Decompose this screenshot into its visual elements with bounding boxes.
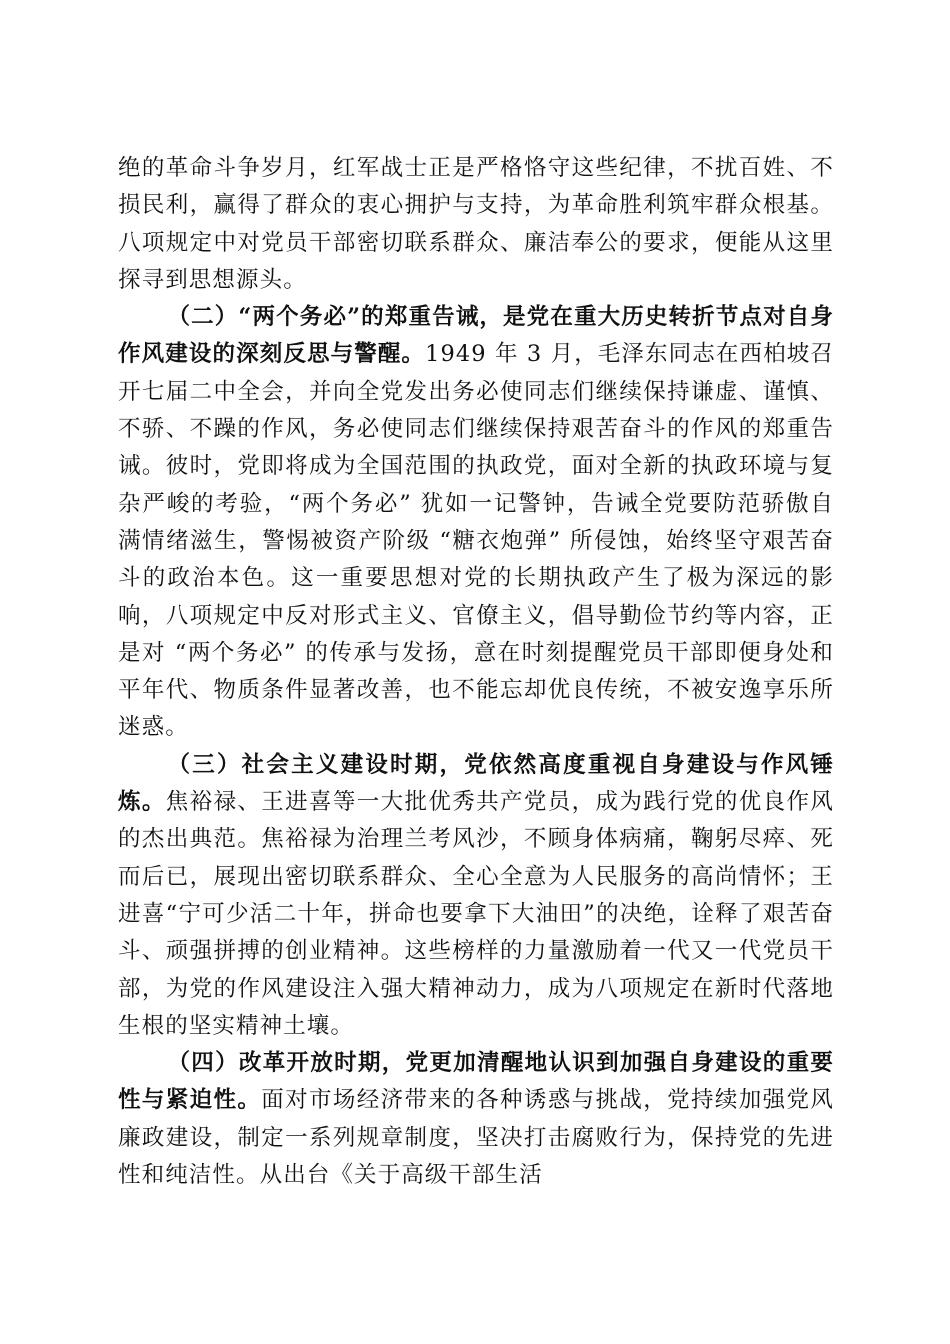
- paragraph-4-heading: （四）改革开放时期，党更加清醒地认识到加强自身建设的重要性与紧迫性。: [118, 1050, 834, 1114]
- paragraph-2: [118, 299, 834, 747]
- paragraph-3: [118, 747, 834, 1045]
- paragraph-4-body: 面对市场经济带来的各种诱惑与挑战，党持续加强党风廉政建设，制定一系列规章制度，坚决打击腐败行为，保持党的先进性和纯洁性。从出台《关于高级干部生活: [118, 1087, 834, 1189]
- paragraph-2-heading: （二）“两个务必”的郑重告诫，是党在重大历史转折节点对自身作风建设的深刻反思与警醒。: [118, 304, 834, 368]
- paragraph-1: [118, 150, 834, 299]
- paragraph-3-heading: （三）社会主义建设时期，党依然高度重视自身建设与作风锤炼。: [118, 751, 834, 816]
- paragraph-2-body: 1949 年 3 月，毛泽东同志在西柏坡召开七届二中全会，并向全党发出务必使同志们继续保持谦虚、谨慎、不骄、不躁的作风，务必使同志们继续保持艰苦奋斗的作风的郑重告诫。彼时，党即将成为全国范围的执政党，面对全新的执政环境与复杂严峻的考验，“两个务必” 犹如一记警钟，告诫全党要防范骄傲自满情绪滋生，警惕被资产阶级 “糖衣炮弹” 所侵蚀，始终坚守艰苦奋斗的政治本色。这一重要思想对党的长期执政产生了极为深远的影响，八项规定中反对形式主义、官僚主义，倡导勤俭节约等内容，正是对 “两个务必” 的传承与发扬，意在时刻提醒党员干部即便身处和平年代、物质条件显著改善，也不能忘却优良传统，不被安逸享乐所迷惑。: [118, 341, 834, 741]
- paragraph-4: [118, 1045, 834, 1194]
- document-page: [118, 150, 834, 1194]
- paragraph-1-body: 绝的革命斗争岁月，红军战士正是严格恪守这些纪律，不扰百姓、不损民利，赢得了群众的衷心拥护与支持，为革命胜利筑牢群众根基。八项规定中对党员干部密切联系群众、廉洁奉公的要求，便能从这里探寻到思想源头。: [118, 155, 834, 293]
- paragraph-3-body: 焦裕禄、王进喜等一大批优秀共产党员，成为践行党的优良作风的杰出典范。焦裕禄为治理兰考风沙，不顾身体病痛，鞠躬尽瘁、死而后已，展现出密切联系群众、全心全意为人民服务的高尚情怀；王进喜“宁可少活二十年，拼命也要拿下大油田”的决绝，诠释了艰苦奋斗、顽强拼搏的创业精神。这些榜样的力量激励着一代又一代党员干部，为党的作风建设注入强大精神动力，成为八项规定在新时代落地生根的坚实精神土壤。: [118, 789, 835, 1039]
